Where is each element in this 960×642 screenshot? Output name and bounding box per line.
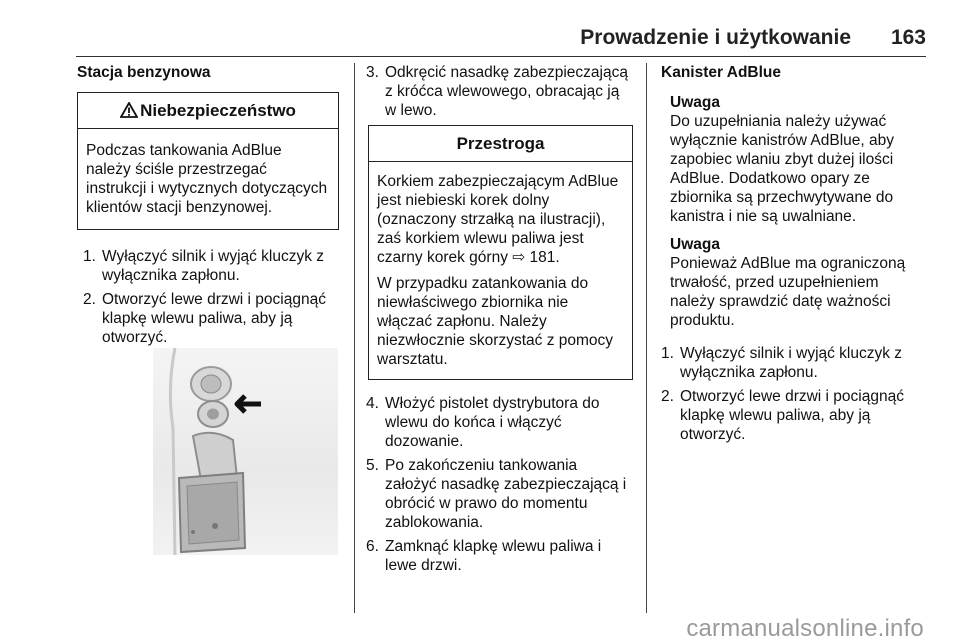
note-text: Do uzupełniania należy używać wyłącznie kanistrów AdBlue, aby zapobiec wlaniu zbyt dużej ilości AdBlue. Dodatkowo opary ze zbiornika są przechwytywane do kanistra i nie są uwalniane. (670, 113, 895, 225)
column-divider (354, 63, 355, 613)
warning-triangle-icon (120, 102, 138, 118)
watermark: carmanualsonline.info (686, 615, 924, 642)
section-heading: Stacja benzynowa (77, 64, 211, 81)
column-left (77, 63, 339, 352)
list-item: 3. Odkręcić nasadkę zabezpieczającą z króćca wlewowego, obracając ją w lewo. (366, 64, 628, 119)
column-middle (368, 63, 633, 580)
list-item: 6. Zamknąć klapkę wlewu paliwa i lewe drzwi. (366, 538, 602, 574)
steps-list (77, 247, 339, 347)
fuel-filler-illustration (153, 348, 338, 555)
note (670, 93, 926, 226)
list-item: 1. Wyłączyć silnik i wyjąć kluczyk z wyłącznika zapłonu. (83, 248, 325, 284)
caution-text: Korkiem zabezpieczającym AdBlue jest niebieski korek dolny (oznaczony strzałką na ilustracji), zaś korkiem wlewu paliwa jest czarny korek górny ⇨ 181. (377, 173, 619, 266)
list-item: 5. Po zakończeniu tankowania założyć nasadkę zabezpieczającą i obrócić w prawo do momentu zablokowania. (366, 457, 627, 531)
column-divider (646, 63, 647, 613)
note (670, 235, 926, 330)
note-label: Uwaga (670, 236, 720, 253)
caution-text: W przypadku zatankowania do niewłaściwego zbiornika nie włączać zapłonu. Należy niezwłocznie skorzystać z pomocy warsztatu. (377, 275, 614, 368)
note-label: Uwaga (670, 94, 720, 111)
danger-box-title (78, 93, 338, 129)
caution-box (368, 125, 633, 380)
danger-text: Podczas tankowania AdBlue należy ściśle przestrzegać instrukcji i wytycznych dotyczących klientów stacji benzynowej. (86, 142, 328, 216)
note-text: Ponieważ AdBlue ma ograniczoną trwałość, przed uzupełnieniem należy sprawdzić datę ważności produktu. (670, 255, 906, 329)
column-right (661, 63, 926, 449)
list-item: 2. Otworzyć lewe drzwi i pociągnąć klapkę wlewu paliwa, aby ją otworzyć. (661, 388, 904, 443)
section-heading: Kanister AdBlue (661, 64, 782, 81)
list-item: 1. Wyłączyć silnik i wyjąć kluczyk z wyłącznika zapłonu. (661, 345, 903, 381)
page-header (76, 26, 926, 57)
danger-box (77, 92, 339, 230)
page-number: 163 (890, 26, 926, 49)
steps-list (360, 394, 633, 575)
list-item: 4. Włożyć pistolet dystrybutora do wlewu do końca i włączyć dozowanie. (366, 395, 600, 450)
caution-box-title: Przestroga (369, 126, 632, 162)
list-item: 2. Otworzyć lewe drzwi i pociągnąć klapkę wlewu paliwa, aby ją otworzyć. (83, 291, 326, 346)
danger-title-text: Niebezpieczeństwo (140, 101, 296, 120)
steps-list (655, 344, 926, 444)
steps-list (360, 63, 633, 120)
page-title: Prowadzenie i użytkowanie (580, 26, 851, 49)
